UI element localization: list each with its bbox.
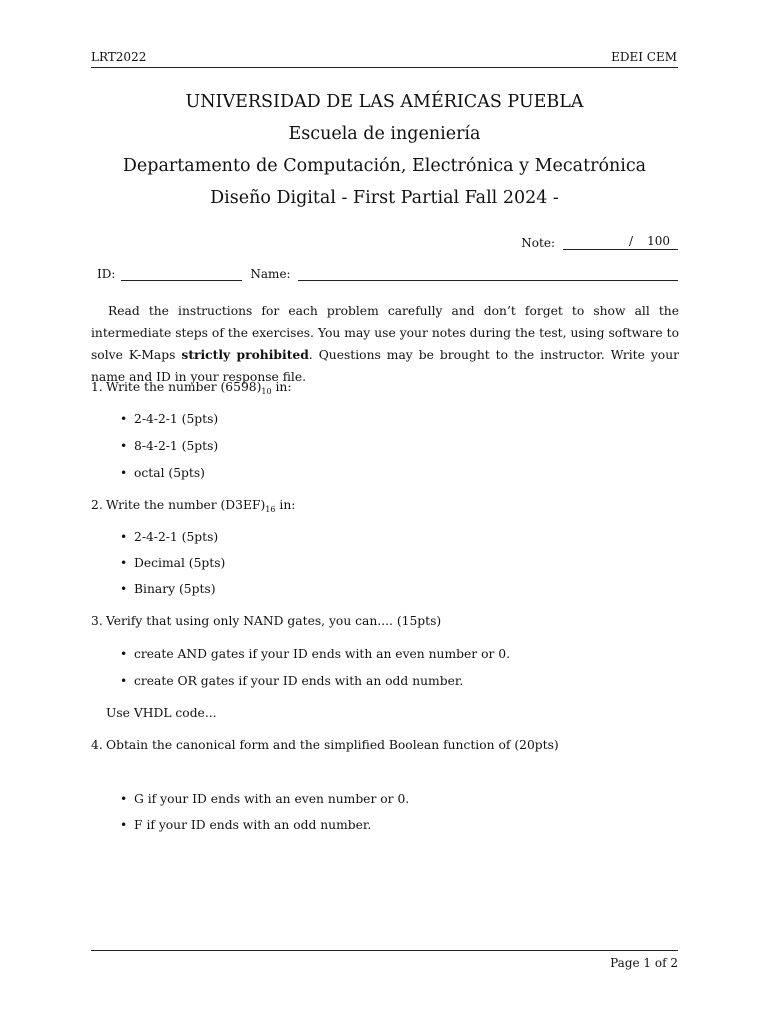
question-3-note: Use VHDL code... [106, 706, 217, 720]
id-label: ID: [97, 267, 116, 281]
page-number: Page 1 of 2 [610, 956, 678, 970]
question-number: 4. [91, 738, 103, 752]
list-item: • 2-4-2-1 (5pts) [120, 412, 219, 426]
note-max-score: 100 [647, 234, 670, 248]
note-field[interactable] [563, 233, 678, 250]
list-item-text: 2-4-2-1 (5pts) [134, 530, 219, 544]
list-item: • create AND gates if your ID ends with an even number or 0. [120, 647, 510, 661]
instructions-paragraph [91, 300, 679, 388]
exam-title: Diseño Digital - First Partial Fall 2024 - [210, 188, 559, 208]
title-block [91, 86, 678, 214]
list-item: • Binary (5pts) [120, 582, 216, 596]
question-text-pre: Write the number (D3EF) [106, 498, 266, 512]
footer-rule [91, 950, 678, 951]
list-item: • 2-4-2-1 (5pts) [120, 530, 219, 544]
note-label: Note: [521, 236, 555, 250]
id-name-row [97, 264, 678, 281]
question-text-pre: Write the number (6598) [106, 380, 262, 394]
list-item: • F if your ID ends with an odd number. [120, 818, 372, 832]
department-title: Departamento de Computación, Electrónica y Mecatrónica [122, 156, 647, 176]
question-number: 1. [91, 380, 103, 394]
list-item-text: G if your ID ends with an even number or 0. [134, 792, 410, 806]
instructions-emphasis: strictly prohibited [181, 347, 309, 362]
question-text: Verify that using only NAND gates, you can.... (15pts) [106, 614, 442, 628]
question-text [106, 498, 295, 514]
list-item: • Decimal (5pts) [120, 556, 226, 570]
list-item: • G if your ID ends with an even number or 0. [120, 792, 410, 806]
name-field[interactable] [298, 264, 678, 281]
question-text-post: in: [271, 380, 292, 394]
list-item: • create OR gates if your ID ends with an odd number. [120, 674, 464, 688]
note-row [521, 233, 678, 250]
list-item-text: octal (5pts) [134, 466, 205, 480]
list-item-text: Binary (5pts) [134, 582, 216, 596]
list-item: • 8-4-2-1 (5pts) [120, 439, 219, 453]
list-item-text: 2-4-2-1 (5pts) [134, 412, 219, 426]
base-subscript: 10 [261, 387, 272, 396]
note-slash: / [629, 234, 634, 248]
header-rule [91, 67, 678, 68]
question-number: 3. [91, 614, 103, 628]
question-text-post: in: [275, 498, 296, 512]
school-title: Escuela de ingeniería [288, 124, 481, 144]
header-department-code: EDEI CEM [611, 50, 677, 64]
instructions-text: Read the instructions for each problem carefully and don’t forget to show all the intermediate steps of the exercises. You may use your notes during the test, using software to solve K-Maps [91, 304, 679, 362]
list-item-text: F if your ID ends with an odd number. [134, 818, 372, 832]
list-item-text: 8-4-2-1 (5pts) [134, 439, 219, 453]
list-item-text: create OR gates if your ID ends with an odd number. [134, 674, 464, 688]
list-item-text: create AND gates if your ID ends with an even number or 0. [134, 647, 510, 661]
name-label: Name: [250, 267, 291, 281]
list-item: • octal (5pts) [120, 466, 205, 480]
id-field[interactable] [121, 264, 242, 281]
question-number: 2. [91, 498, 103, 512]
base-subscript: 16 [265, 505, 276, 514]
instructions-text-end: . Questions may be brought to the instructor. Write your name and ID in your response file. [91, 348, 679, 384]
header-course-code: LRT2022 [91, 50, 147, 64]
list-item-text: Decimal (5pts) [134, 556, 226, 570]
question-text [106, 380, 292, 396]
university-title: UNIVERSIDAD DE LAS AMÉRICAS PUEBLA [185, 92, 584, 112]
question-text: Obtain the canonical form and the simplified Boolean function of (20pts) [106, 738, 559, 752]
